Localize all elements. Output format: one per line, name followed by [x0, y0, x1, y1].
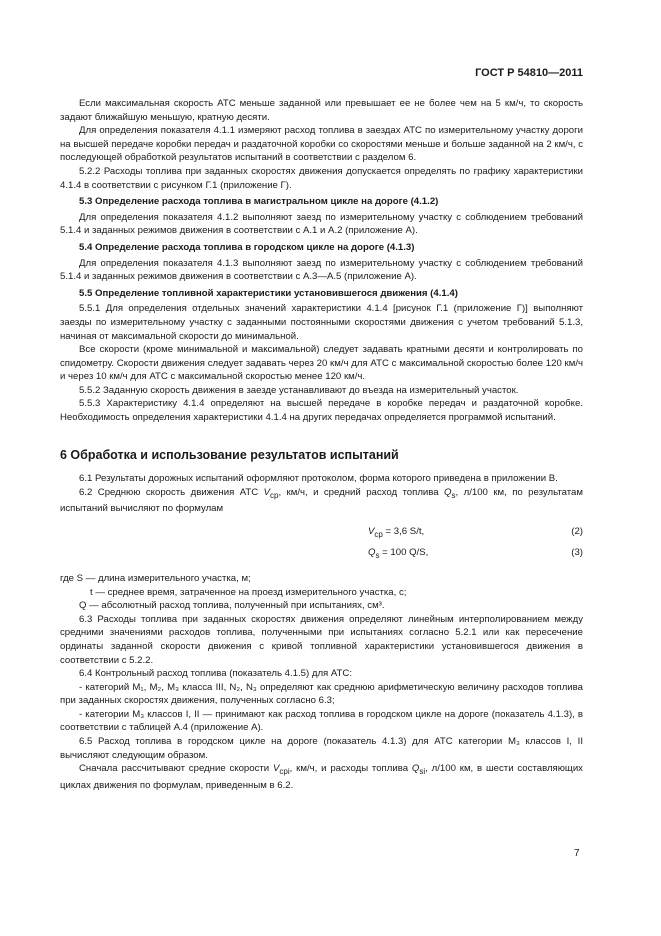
paragraph-text: , л/100 км, по результатам испытаний вычисляют по формулам	[60, 486, 583, 515]
paragraph-text: Сначала рассчитывают средние скорости	[79, 763, 273, 775]
formula-rhs: = 100 Q/S,	[379, 546, 429, 558]
formula-expression	[368, 546, 428, 563]
symbol-v: V	[273, 763, 280, 775]
paragraph-text: , км/ч, и расходы топлива	[289, 763, 412, 775]
definitions	[60, 572, 583, 613]
symbol-subscript: si	[419, 767, 426, 777]
list-item: - категории M₃ классов I, II — принимают как расход топлива в городском цикле на дороге (показатель 4.1.3), в соответствии с таблицей А.4 (приложение А).	[60, 708, 583, 734]
symbol-subscript: s	[451, 490, 456, 500]
paragraph: Все скорости (кроме минимальной и максимальной) следует задавать кратными десяти и контролировать по спидометру. Скорости движения следует задавать через 20 км/ч для АТС с максимальной скоростью более 120 км/ч и через 10 км/ч для АТС с максимальной скоростью менее 120 км/ч.	[60, 344, 583, 383]
symbol-subscript: ср	[269, 490, 279, 500]
paragraph	[60, 762, 583, 792]
formula-lhs: Q	[368, 546, 376, 558]
section-heading-6: 6 Обработка и использование результатов испытаний	[60, 447, 399, 462]
paragraph-text: , л/100 км, в шести составляющих циклах движения по формулам, приведенным в 6.2.	[60, 763, 583, 791]
paragraph: 6.4 Контрольный расход топлива (показатель 4.1.5) для АТС:	[79, 668, 353, 680]
paragraph: 5.5.2 Заданную скорость движения в заезде устанавливают до въезда на измерительный участок.	[79, 384, 519, 396]
paragraph: Для определения показателя 4.1.3 выполняют заезд по измерительному участку с соблюдением требований 5.1.4 и заданных режимов движения в соответствии с А.3—А.5 (приложение А).	[60, 257, 583, 283]
paragraph: 5.5.1 Для определения отдельных значений характеристики 4.1.4 [рисунок Г.1 (приложение Г)] выполняют заезды по измерительному участку с заданными постоянными скоростями движения с учетом требований 5.1.3, начиная от максимальной скорости до минимальной.	[60, 303, 583, 342]
paragraph-text: , км/ч, и средний расход топлива	[278, 486, 445, 498]
formula-lhs: V	[368, 525, 375, 537]
paragraph: 5.2.2 Расходы топлива при заданных скоростях движения допускается определять по графику характеристики 4.1.4 в соответствии с рисунком Г.1 (приложение Г).	[60, 165, 583, 191]
page-header: ГОСТ Р 54810—2011	[475, 67, 583, 79]
formula-lhs-subscript: ср	[374, 529, 383, 539]
page-number: 7	[574, 848, 580, 859]
list-item: - категорий M₁, M₂, M₃ класса III, N₂, N₃ определяют как среднюю арифметическую величину расходов топлива при заданных скоростях движения, полученных согласно 6.3;	[60, 681, 583, 707]
paragraph: 6.3 Расходы топлива при заданных скоростях движения определяют линейным интерполированием между средними значениями расходов топлива, полученными при испытаниях согласно 5.2.1 или как пересечение ординаты заданной скорости движения с кривой топливной характеристики установившегося движения в соответствии с 5.2.2.	[60, 613, 583, 666]
definition-t: t — среднее время, затраченное на проезд измерительного участка, с;	[90, 586, 407, 598]
paragraph	[60, 486, 583, 516]
subsection-heading-5-5: 5.5 Определение топливной характеристики установившегося движения (4.1.4)	[79, 287, 458, 299]
subsection-heading-5-3: 5.3 Определение расхода топлива в магистральном цикле на дороге (4.1.2)	[79, 196, 439, 208]
definition-s: где S — длина измерительного участка, м;	[60, 572, 251, 584]
formula-2	[60, 522, 583, 543]
formula-rhs: = 3,6 S/t,	[382, 525, 425, 537]
symbol-q: Q	[411, 763, 420, 775]
formula-number: (2)	[571, 525, 583, 537]
paragraph: 5.5.3 Характеристику 4.1.4 определяют на высшей передаче в коробке передач и раздаточной коробке. Необходимость определения характеристики 4.1.4 на других передачах определяется программой испытаний.	[60, 398, 583, 424]
symbol-subscript: срi	[279, 767, 290, 777]
paragraph: 6.5 Расход топлива в городском цикле на дороге (показатель 4.1.3) для АТС категории M₃ классов I, II вычисляют следующим образом.	[60, 736, 583, 761]
paragraph: 6.1 Результаты дорожных испытаний оформляют протоколом, форма которого приведена в приложении В.	[79, 473, 558, 485]
formula-lhs-subscript: s	[375, 550, 380, 560]
symbol-v: V	[263, 486, 270, 498]
formula-expression	[368, 525, 424, 542]
paragraph: Для определения показателя 4.1.2 выполняют заезд по измерительному участку с соблюдением требований 5.1.4 и заданных режимов движения в соответствии с А.1 и А.2 (приложение А).	[60, 211, 583, 237]
paragraph: Для определения показателя 4.1.1 измеряют расход топлива в заездах АТС по измерительному участку дороги на высшей передаче коробки передач и раздаточной коробки со скоростями меньше и больше заданной на 2 км/ч, с последующей обработкой результатов испытаний в соответствии с разделом 6.	[60, 125, 583, 164]
paragraph: Если максимальная скорость АТС меньше заданной или превышает ее не более чем на 5 км/ч, то скорость задают ближайшую меньшую, кратную десяти.	[60, 98, 583, 123]
definition-q: Q — абсолютный расход топлива, полученный при испытаниях, см³.	[79, 600, 385, 612]
formula-3	[60, 543, 583, 564]
page-content	[60, 97, 583, 792]
formula-number: (3)	[571, 546, 583, 558]
paragraph-text: 6.2 Среднюю скорость движения АТС	[79, 486, 264, 498]
subsection-heading-5-4: 5.4 Определение расхода топлива в городском цикле на дороге (4.1.3)	[79, 241, 415, 253]
symbol-q: Q	[444, 486, 452, 498]
